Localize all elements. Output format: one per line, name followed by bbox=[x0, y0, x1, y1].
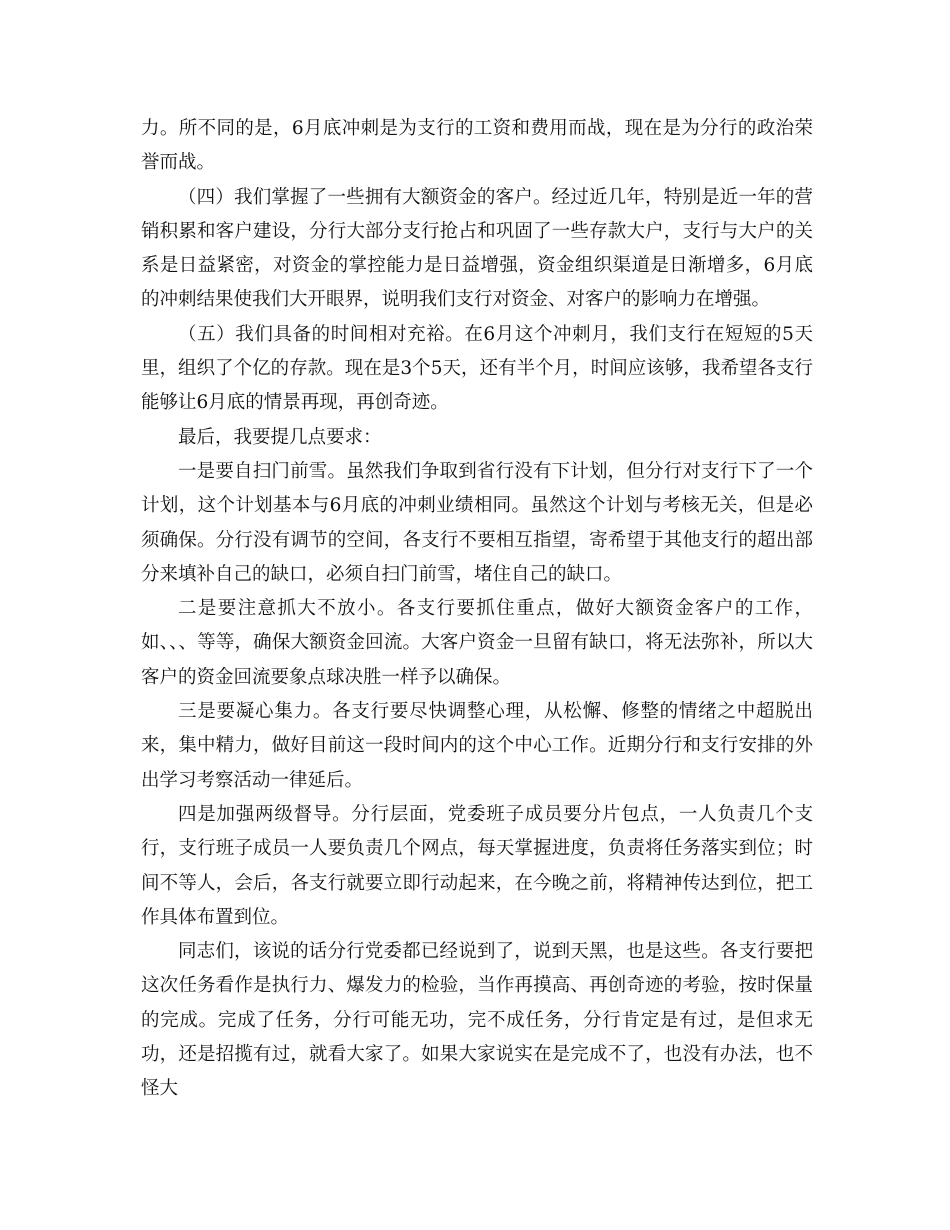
paragraph-point-five: （五）我们具备的时间相对充裕。在6月这个冲刺月，我们支行在短短的5天里，组织了个亿的存款。现在是3个5天，还有半个月，时间应该够，我希望各支行能够让6月底的情景再现，再创奇迹。 bbox=[141, 323, 813, 414]
paragraph-requirement-three: 三是要凝心集力。各支行要尽快调整心理，从松懈、修整的情绪之中超脱出来，集中精力，做好目前这一段时间内的这个中心工作。近期分行和支行安排的外出学习考察活动一律延后。 bbox=[141, 701, 813, 791]
paragraph-point-four: （四）我们掌握了一些拥有大额资金的客户。经过近几年，特别是近一年的营销积累和客户建设，分行大部分支行抢占和巩固了一些存款大户，支行与大户的关系是日益紧密，对资金的掌控能力是日益增强，资金组织渠道是日渐增多，6月底的冲刺结果使我们大开眼界，说明我们支行对资金、对客户的影响力在增强。 bbox=[141, 186, 813, 311]
paragraph-requirement-one: 一是要自扫门前雪。虽然我们争取到省行没有下计划，但分行对支行下了一个计划，这个计划基本与6月底的冲刺业绩相同。虽然这个计划与考核无关，但是必须确保。分行没有调节的空间，各支行不要相互指望，寄希望于其他支行的超出部分来填补自己的缺口，必须自扫门前雪，堵住自己的缺口。 bbox=[141, 460, 813, 585]
paragraph-requirements-intro: 最后，我要提几点要求： bbox=[178, 426, 382, 448]
paragraph-closing: 同志们，该说的话分行党委都已经说到了，说到天黑，也是这些。各支行要把这次任务看作是执行力、爆发力的检验，当作再摸高、再创奇迹的考验，按时保量的完成。完成了任务，分行可能无功，完不成任务，分行肯定是有过，是但求无功，还是招揽有过，就看大家了。如果大家说实在是完成不了，也没有办法，也不怪大 bbox=[141, 941, 813, 1100]
document-body bbox=[141, 112, 813, 1107]
paragraph-continuation: 力。所不同的是，6月底冲刺是为支行的工资和费用而战，现在是为分行的政治荣誉而战。 bbox=[141, 118, 813, 174]
paragraph-requirement-two: 二是要注意抓大不放小。各支行要抓住重点，做好大额资金客户的工作，如、、、等等，确保大额资金回流。大客户资金一旦留有缺口，将无法弥补，所以大客户的资金回流要象点球决胜一样予以确保。 bbox=[141, 598, 813, 688]
paragraph-requirement-four: 四是加强两级督导。分行层面，党委班子成员要分片包点，一人负责几个支行，支行班子成员一人要负责几个网点，每天掌握进度，负责将任务落实到位；时间不等人，会后，各支行就要立即行动起来，在今晚之前，将精神传达到位，把工作具体布置到位。 bbox=[141, 803, 813, 928]
